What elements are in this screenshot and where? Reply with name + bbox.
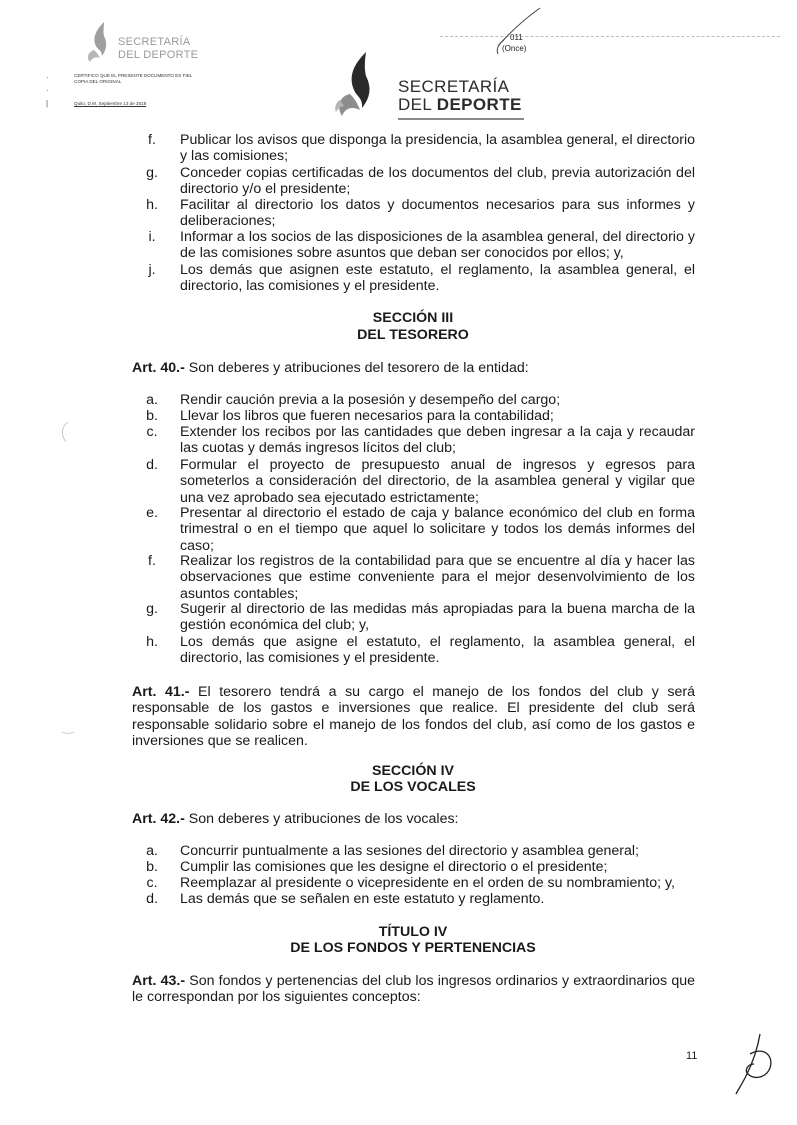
section-heading: SECCIÓN III — [372, 310, 454, 326]
list-item-text: Rendir caución previa a la posesión y desempeño del cargo; — [180, 392, 561, 408]
logo-line2-bold: DEPORTE — [436, 95, 522, 114]
list-item-text: Conceder copias certificadas de los documentos del club, previa autorización del directorio y/o el presidente; — [180, 165, 695, 198]
article-text: El tesorero tendrá a su cargo el manejo de los fondos del club y será responsable de los gastos e inversiones que realice. El presidente del club será responsable solidario sobre el manejo de los fondos del club, así como de los gastos e inversiones que se realicen. — [132, 684, 695, 750]
list-item-label: b. — [146, 408, 158, 424]
list-item-label: a. — [146, 392, 158, 408]
section-heading: SECCIÓN IV — [372, 763, 454, 779]
list-item-label: h. — [146, 197, 158, 213]
article-text: Son deberes y atribuciones del tesorero de la entidad: — [184, 360, 529, 376]
list-item-text: Los demás que asigne el estatuto, el reglamento, la asamblea general, el directorio, las comisiones y el presidente. — [180, 634, 695, 667]
certification-date: Quito, D.M. Septiembre 13 de 2018 — [74, 101, 147, 106]
list-item-label: c. — [146, 424, 158, 440]
article-label: Art. 41.- — [132, 684, 190, 700]
list-item-text: Publicar los avisos que disponga la presidencia, la asamblea general, el directorio y las comisiones; — [180, 132, 695, 165]
article-text: Son deberes y atribuciones de los vocales: — [184, 811, 459, 827]
list-item-label: e. — [146, 505, 158, 521]
list-item-text: Reemplazar al presidente o vicepresidente en el orden de su nombramiento; y, — [180, 875, 676, 891]
title-heading: TÍTULO IV — [378, 924, 448, 940]
list-item-text: Informar a los socios de las disposiciones de la asamblea general, del directorio y de las comisiones sobre asuntos que deban ser conocidos por ellos; y, — [180, 229, 695, 262]
secretaria-deporte-logo — [330, 50, 530, 126]
list-item-label: c. — [146, 875, 158, 891]
list-item-label: f. — [148, 553, 156, 569]
list-item-text: Extender los recibos por las cantidades que deben ingresar a la caja y recaudar las cuotas y demás ingresos lícitos del club; — [180, 424, 695, 457]
logo-underline — [398, 118, 524, 120]
logo-line2 — [398, 95, 522, 115]
list-item-text: Llevar los libros que fueren necesarios para la contabilidad; — [180, 408, 554, 424]
certification-note: CERTIFICO QUE EL PRESENTE DOCUMENTO ES FIEL COPIA DEL ORIGINAL — [74, 73, 193, 84]
list-item-text: Concurrir puntualmente a las sesiones del directorio y asamblea general; — [180, 843, 639, 859]
list-item-label: f. — [148, 132, 156, 148]
margin-mark — [56, 420, 72, 444]
list-item-text: Cumplir las comisiones que les designe el directorio o el presidente; — [180, 859, 608, 875]
section-subheading: DE LOS VOCALES — [350, 779, 476, 795]
article-40 — [132, 360, 695, 376]
article-label: Art. 42.- — [132, 811, 185, 827]
list-item-label: g. — [146, 165, 158, 181]
section-subheading: DEL TESORERO — [357, 327, 469, 343]
flame-logo-icon — [82, 20, 122, 64]
list-item-text: Formular el proyecto de presupuesto anual de ingresos y egresos para someterlos a consideración del directorio, de la asamblea general y vigilar que una vez aprobado sea ejecutado estrictamente; — [180, 457, 695, 506]
article-41 — [132, 684, 695, 750]
list-item-text: Realizar los registros de la contabilidad para que se encuentre al día y hacer las observaciones que estime conveniente para el mejor desenvolvimiento de los asuntos contables; — [180, 553, 695, 602]
article-label: Art. 40.- — [132, 360, 185, 376]
stamp-logo — [68, 18, 208, 66]
list-item-label: h. — [146, 634, 158, 650]
folio-number: 011 — [510, 33, 523, 42]
logo-line2-plain: DEL — [398, 95, 437, 114]
folio-word: (Once) — [502, 44, 527, 53]
article-43 — [132, 973, 695, 1006]
margin-mark — [60, 720, 76, 744]
handwritten-initial — [730, 1030, 780, 1096]
list-item-text: Facilitar al directorio los datos y documentos necesarios para sus informes y deliberaciones; — [180, 197, 695, 230]
list-item-label: b. — [146, 859, 158, 875]
list-item-label: g. — [146, 601, 158, 617]
margin-marks: · · | — [46, 73, 49, 108]
article-label: Art. 43.- — [132, 973, 186, 989]
page-number: 11 — [686, 1050, 698, 1062]
list-item-label: j. — [148, 262, 156, 278]
article-42 — [132, 811, 695, 827]
logo-line1: SECRETARÍA — [398, 77, 510, 96]
list-item-text: Las demás que se señalen en este estatuto y reglamento. — [180, 891, 545, 907]
title-subheading: DE LOS FONDOS Y PERTENENCIAS — [290, 940, 536, 956]
list-item-text: Los demás que asignen este estatuto, el reglamento, la asamblea general, el directorio, las comisiones y el presidente. — [180, 262, 695, 295]
list-item-label: d. — [146, 891, 158, 907]
list-item-text: Presentar al directorio el estado de caja y balance económico del club en forma trimestral o en el tiempo que aquel lo solicitare y todos los demás informes del caso; — [180, 505, 695, 554]
flame-logo-icon — [330, 50, 392, 122]
list-item-label: d. — [146, 457, 158, 473]
list-item-label: a. — [146, 843, 158, 859]
list-item-text: Sugerir al directorio de las medidas más apropiadas para la buena marcha de la gestión económica del club; y, — [180, 601, 695, 634]
list-item-label: i. — [148, 229, 156, 245]
stamp-logo-line2: DEL DEPORTE — [118, 49, 199, 61]
article-text: Son fondos y pertenencias del club los ingresos ordinarios y extraordinarios que le correspondan por los siguientes conceptos: — [132, 973, 695, 1006]
stamp-logo-line1: SECRETARÍA — [118, 36, 191, 48]
